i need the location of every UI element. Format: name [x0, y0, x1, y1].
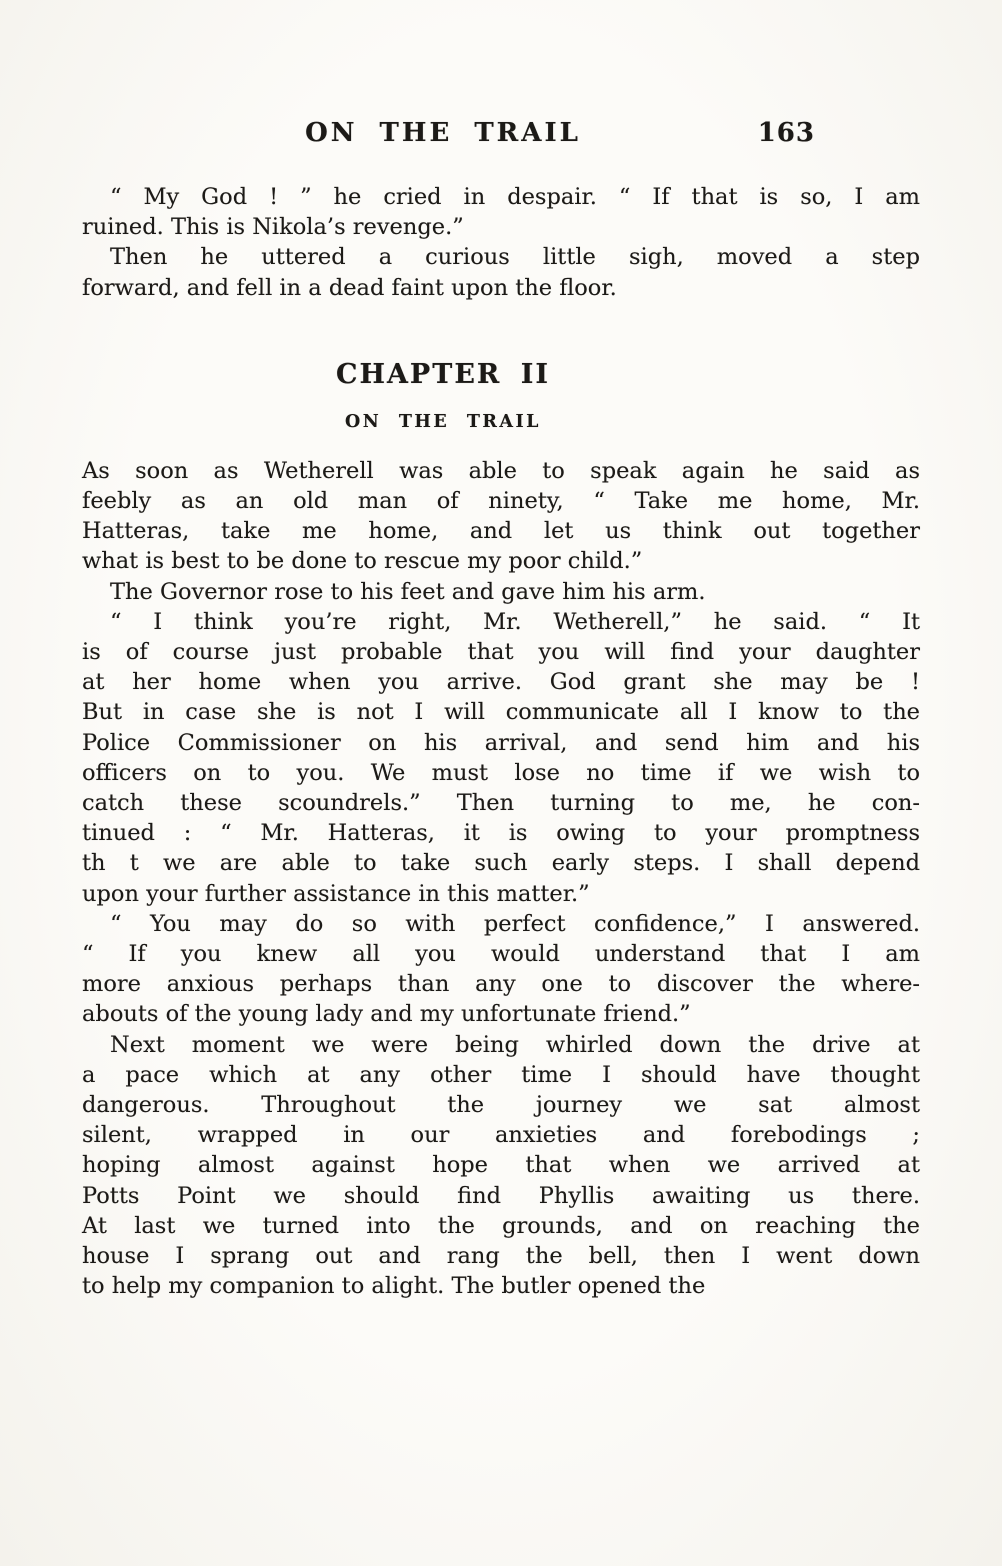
text-line: house I sprang out and rang the bell, then I went down [82, 1243, 920, 1270]
text-line: “ My God ! ” he cried in despair. “ If that is so, I am [110, 184, 920, 210]
text-line: at her home when you arrive. God grant she may be ! [82, 669, 920, 696]
running-header [82, 118, 920, 160]
text-line: But in case she is not I will communicate all I know to the [82, 699, 920, 726]
intro-section [82, 182, 920, 303]
text-line: “ You may do so with perfect confidence,” I answered. [110, 910, 920, 937]
text-line: officers on to you. We must lose no time if we wish to [82, 759, 920, 786]
chapter-body [82, 456, 920, 1302]
text-line: Police Commissioner on his arrival, and send him and his [82, 729, 920, 756]
page-content [82, 118, 920, 1302]
text-line: a pace which at any other time I should have thought [82, 1061, 920, 1088]
chapter-subtitle: ON THE TRAIL [345, 411, 541, 432]
text-line: catch these scoundrels.” Then turning to me, he con- [82, 790, 920, 817]
text-line: th t we are able to take such early steps. I shall depend [82, 850, 920, 877]
text-line: As soon as Wetherell was able to speak again he said as [82, 457, 920, 484]
text-line: At last we turned into the grounds, and on reaching the [82, 1212, 920, 1239]
text-line: abouts of the young lady and my unfortunate friend.” [82, 1001, 691, 1028]
text-line: is of course just probable that you will find your daughter [82, 639, 920, 666]
text-line: Then he uttered a curious little sigh, moved a step [110, 244, 920, 271]
text-line: feebly as an old man of ninety, “ Take me home, Mr. [82, 488, 920, 515]
text-line: to help my companion to alight. The butler opened the [82, 1273, 706, 1300]
chapter-heading: CHAPTER II [335, 358, 551, 390]
text-line: dangerous. Throughout the journey we sat almost [82, 1092, 920, 1119]
page-number: 163 [757, 118, 815, 148]
text-line: ruined. This is Nikola’s revenge.” [82, 214, 464, 241]
text-line: “ If you knew all you would understand that I am [82, 941, 920, 968]
text-line: Hatteras, take me home, and let us think out together [82, 518, 920, 545]
text-line: hoping almost against hope that when we arrived at [82, 1152, 920, 1179]
text-line: more anxious perhaps than any one to discover the where- [82, 971, 920, 998]
text-line: Next moment we were being whirled down the drive at [110, 1031, 920, 1058]
text-line: “ I think you’re right, Mr. Wetherell,” he said. “ It [110, 608, 920, 635]
running-header-title: ON THE TRAIL [305, 118, 581, 148]
text-line: forward, and fell in a dead faint upon the floor. [82, 274, 617, 301]
text-line: The Governor rose to his feet and gave him his arm. [110, 578, 706, 605]
text-line: tinued : “ Mr. Hatteras, it is owing to your promptness [82, 820, 920, 847]
text-line: what is best to be done to rescue my poor child.” [82, 548, 643, 575]
text-line: silent, wrapped in our anxieties and forebodings ; [82, 1122, 920, 1149]
text-line: upon your further assistance in this matter.” [82, 880, 590, 907]
text-line: Potts Point we should find Phyllis awaiting us there. [82, 1182, 920, 1209]
